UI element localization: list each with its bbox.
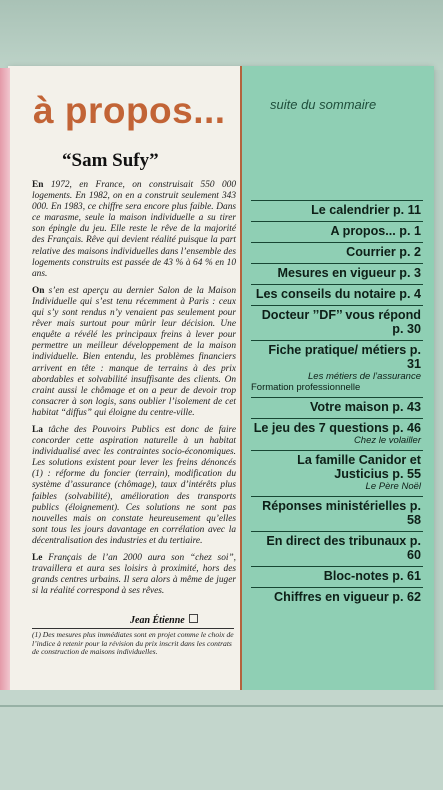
footnote: (1) Des mesures plus immédiates sont en projet comme le choix de l’indice à retenir pour la révision du prix inscrit dans les contrats de construction de maisons individuelles.	[32, 630, 234, 657]
toc-item-title: Le calendrier p. 11	[311, 203, 421, 217]
page-fold	[0, 705, 443, 707]
toc-item[interactable]	[251, 221, 423, 242]
toc-item[interactable]	[251, 242, 423, 263]
toc-item-title: Réponses ministérielles p. 58	[262, 499, 421, 527]
toc-item-title: En direct des tribunaux p. 60	[266, 534, 421, 562]
author-name: Jean Étienne	[130, 615, 185, 626]
cover-edge	[0, 68, 10, 708]
editorial-body	[32, 180, 236, 603]
toc-item[interactable]	[251, 531, 423, 566]
paragraph-text: Français de l’an 2000 aura son “chez soi”, travaillera et aura ses loisirs à proximité, hors des grands centres urbains. Il sera alors à même de juger si la réalité correspond à ses rêves.	[32, 553, 236, 597]
drop-word: On	[32, 285, 45, 296]
toc-item-title: Bloc-notes p. 61	[323, 569, 421, 583]
toc-item-subtitle: Les métiers de l’assurance	[308, 371, 421, 382]
paragraph	[32, 180, 236, 280]
background-top	[0, 0, 443, 70]
toc-item[interactable]	[251, 284, 423, 305]
paragraph	[32, 425, 236, 547]
paragraph	[32, 553, 236, 597]
toc-item[interactable]	[251, 397, 423, 418]
paragraph	[32, 286, 236, 419]
toc-item-title: Votre maison p. 43	[309, 400, 421, 414]
author-signature	[130, 614, 198, 626]
toc-item[interactable]	[251, 305, 423, 340]
toc-item-title: Mesures en vigueur p. 3	[277, 266, 421, 280]
toc-item[interactable]	[251, 200, 423, 221]
paragraph-text: s’en est aperçu au dernier Salon de la Maison Individuelle qui s’est tenu récemment à Paris : ceux qui s’y sont rendus n’y venaient pas seulement pour rêver mais surtout pour mûrir leur décision. Une enquête a révélé les principaux freins à lever pour permettre un meilleur développement de la maison individuelle. Bien entendu, les problèmes financiers arrivent en tête : manque de terrains à des prix abordables et solvabilité insuffisante des clients. On craint aussi le chômage et on a peur de devoir trop consacrer à son logis, sans oublier l’isolement de cet habitat “diffus” qui éloigne du centre-ville.	[32, 285, 236, 418]
summary-heading: suite du sommaire	[270, 97, 377, 112]
toc-item[interactable]	[251, 263, 423, 284]
paragraph-text: 1972, en France, on construisait 550 000 logements. En 1982, on en a construit seulement 343 000. En 1983, ce chiffre sera encore plus faible. Dans ce marasme, seule la maison individuelle a su tirer son épingle du jeu. Elle reste le rêve de la majorité des Français. Rêve qui devient réalité puisque la part relative des maisons individuelles dans l’ensemble des logements construits est passée de 43 % à 64 % en 10 ans.	[32, 180, 236, 279]
drop-word: En	[32, 180, 44, 190]
toc-item-title: La famille Canidor et Justicius p. 55	[297, 453, 421, 481]
toc-item[interactable]	[251, 587, 423, 608]
page-title: à propos...	[33, 90, 226, 131]
toc-item-title: Les conseils du notaire p. 4	[255, 287, 421, 301]
toc-item[interactable]	[251, 496, 423, 531]
table-of-contents	[251, 200, 423, 608]
toc-item[interactable]	[251, 450, 423, 496]
toc-item[interactable]	[251, 418, 423, 450]
toc-item-subtitle: Chez le volailler	[353, 435, 421, 446]
paragraph-text: tâche des Pouvoirs Publics est donc de faire concorder cette aspiration naturelle à un habitat individualisé avec les contraintes socio-économiques. Les solutions existent pour lever les freins dénoncés (1) : réforme du foncier (terrain), modification du système d’assurance (chômage), taux d’intérêts plus faibles (solvabilité), amélioration des transports publics (éloignement). Ces solutions ne sont pas nouvelles mais on constate heureusement qu’elles sont tous les jours davantage en corrélation avec la décentralisation des industries et du tertiaire.	[32, 424, 236, 546]
toc-item-subtitle: Le Père Noël	[365, 481, 421, 492]
drop-word: Le	[32, 553, 43, 563]
toc-item-title: Fiche pratique/ métiers p. 31	[268, 343, 421, 371]
toc-item[interactable]	[251, 566, 423, 587]
end-mark-icon	[189, 614, 198, 623]
toc-item-title: Docteur ’’DF’’ vous répond p. 30	[261, 308, 421, 336]
toc-item-title: Le jeu des 7 questions p. 46	[253, 421, 421, 435]
toc-item-title: Courrier p. 2	[346, 245, 421, 259]
toc-item-title: A propos... p. 1	[330, 224, 421, 238]
editorial-subtitle: “Sam Sufy”	[62, 150, 159, 171]
toc-item-title: Chiffres en vigueur p. 62	[274, 590, 421, 604]
drop-word: La	[32, 424, 43, 435]
toc-item[interactable]	[251, 340, 423, 397]
toc-item-subtitle: Formation professionnelle	[251, 382, 361, 393]
